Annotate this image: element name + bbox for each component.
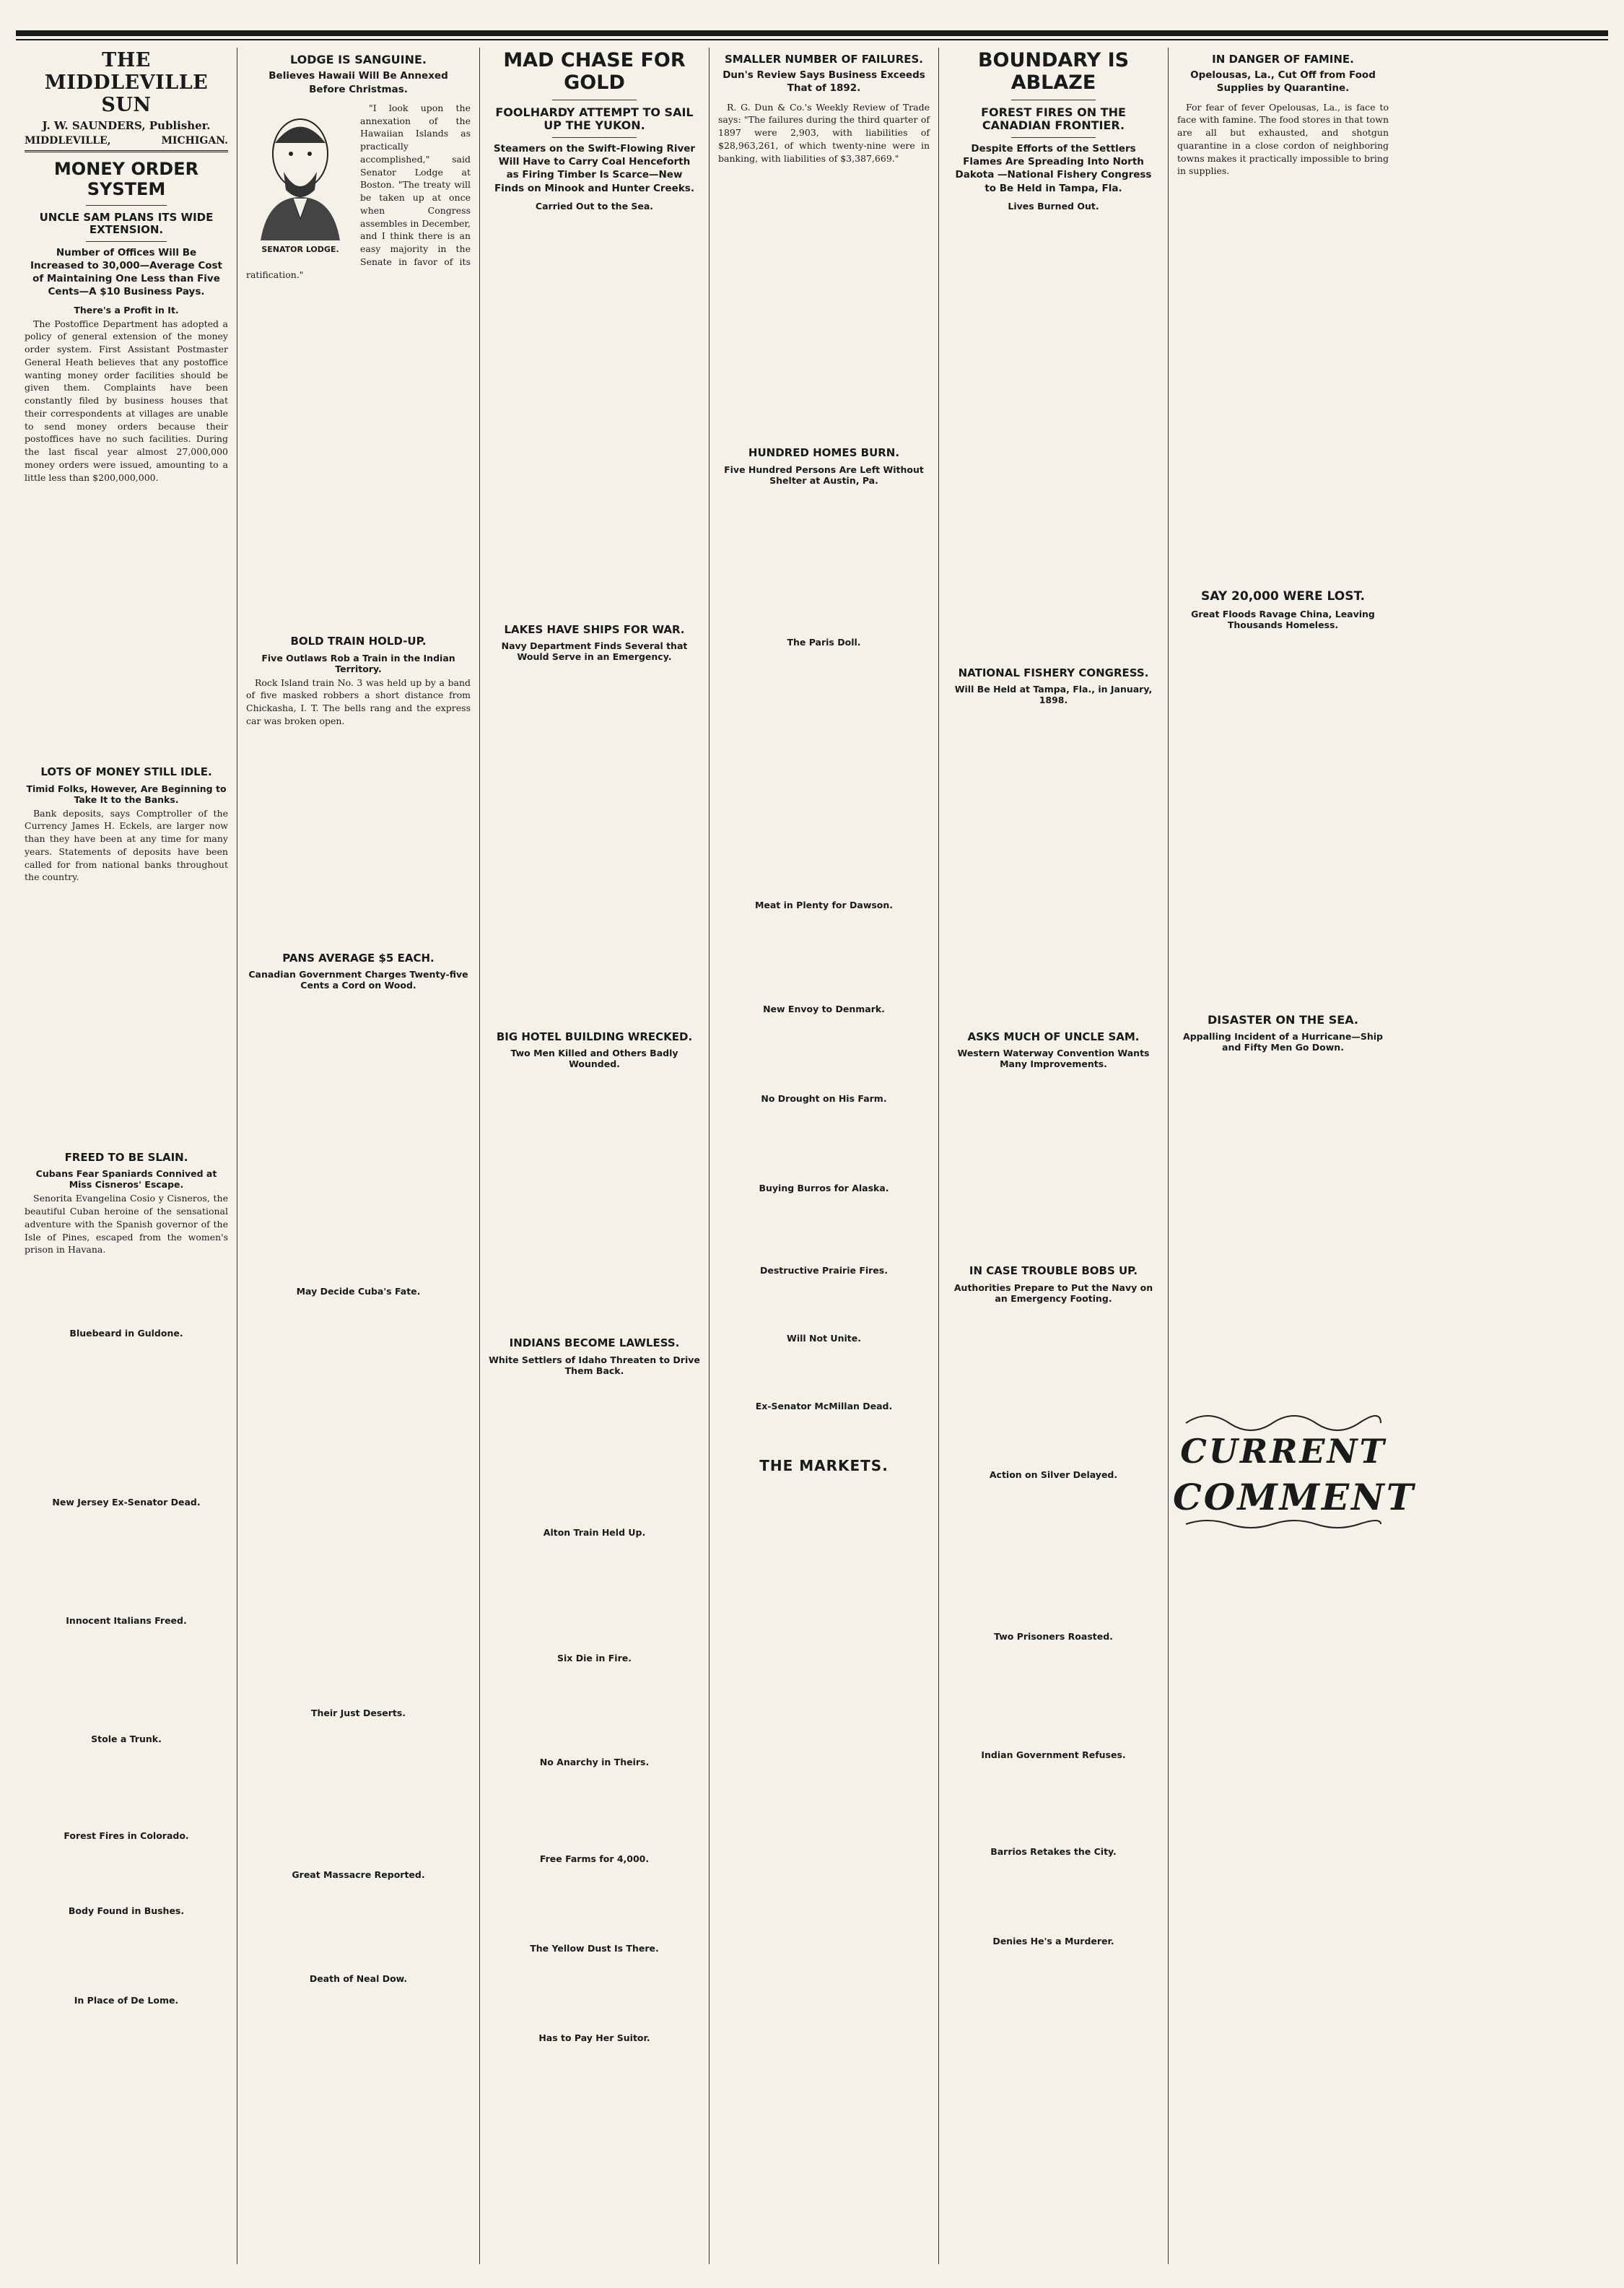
article-body-filler bbox=[489, 664, 700, 1025]
subhead-silver: Action on Silver Delayed. bbox=[989, 1469, 1118, 1480]
subhead-anarchy: No Anarchy in Theirs. bbox=[539, 1756, 650, 1767]
headline-money-order: MONEY ORDER SYSTEM bbox=[53, 159, 199, 199]
headline-indians: INDIANS BECOME LAWLESS. bbox=[509, 1336, 680, 1350]
masthead-dateline bbox=[25, 135, 228, 152]
deck-pans: Canadian Government Charges Twenty-five Cents a Cord on Wood. bbox=[248, 968, 468, 991]
article-body-filler bbox=[25, 1843, 228, 1901]
top-rule bbox=[16, 30, 1608, 36]
portrait-engraving bbox=[246, 103, 354, 240]
subhead-forest-fires: Forest Fires in Colorado. bbox=[64, 1830, 189, 1842]
article-body-filler bbox=[718, 1017, 930, 1089]
column-4 bbox=[709, 48, 938, 2264]
deck-train-holdup: Five Outlaws Rob a Train in the Indian Territory. bbox=[261, 652, 455, 674]
article-body-filler bbox=[948, 1306, 1159, 1465]
subhead-dawson: Meat in Plenty for Dawson. bbox=[754, 899, 894, 910]
subhead-yukon: FOOLHARDY ATTEMPT TO SAIL UP THE YUKON. bbox=[495, 105, 694, 133]
article-body-filler bbox=[1177, 1539, 1389, 1943]
article-paragraph: Rock Island train No. 3 was held up by a band of five masked robbers a short distance from Chickasha, I. T. The bells rang and the express car was broken open. bbox=[246, 677, 471, 726]
article-body-filler bbox=[246, 730, 471, 947]
divider bbox=[86, 241, 167, 242]
subhead-prisoners: Two Prisoners Roasted. bbox=[994, 1630, 1113, 1642]
subhead-indian-govt: Indian Government Refuses. bbox=[981, 1749, 1126, 1760]
article-body-filler bbox=[489, 1770, 700, 1849]
article-body-filler bbox=[489, 1666, 700, 1752]
deck-lodge: Believes Hawaii Will Be Annexed Before Christmas. bbox=[269, 70, 448, 95]
subhead-drought: No Drought on His Farm. bbox=[761, 1092, 887, 1104]
masthead-title: THE MIDDLEVILLE SUN bbox=[44, 49, 209, 116]
article-body-filler bbox=[25, 1918, 228, 1991]
article-body-filler bbox=[718, 650, 930, 895]
subhead-murderer: Denies He's a Murderer. bbox=[992, 1935, 1114, 1946]
subhead-trunk: Stole a Trunk. bbox=[91, 1734, 162, 1745]
masthead-publisher: J. W. SAUNDERS, Publisher. bbox=[42, 119, 211, 132]
subhead-de-lome: In Place of De Lome. bbox=[74, 1995, 179, 2006]
article-body-filler bbox=[25, 1747, 228, 1826]
article-body-filler bbox=[948, 214, 1159, 661]
deck-lakes-ships: Navy Department Finds Several that Would Serve in an Emergency. bbox=[501, 640, 688, 662]
subhead-forest-fires: FOREST FIRES ON THE CANADIAN FRONTIER. bbox=[981, 105, 1126, 133]
deck-gold: Steamers on the Swift-Flowing River Will Have to Carry Coal Henceforth as Firing Timber Is Scarce—New Finds on Minook and Hunter Creeks. bbox=[493, 142, 696, 194]
subhead-carried-out: Carried Out to the Sea. bbox=[535, 200, 654, 212]
subhead-profit: There's a Profit in It. bbox=[74, 304, 179, 316]
divider bbox=[1011, 137, 1096, 138]
subhead-six-die: Six Die in Fire. bbox=[557, 1652, 632, 1663]
headline-famine: IN DANGER OF FAMINE. bbox=[1212, 53, 1354, 66]
article-body-filler bbox=[718, 1278, 930, 1328]
headline-freed: FREED TO BE SLAIN. bbox=[64, 1151, 188, 1165]
headline-uncle-sam: ASKS MUCH OF UNCLE SAM. bbox=[967, 1030, 1140, 1043]
subhead-italians: Innocent Italians Freed. bbox=[66, 1615, 187, 1627]
top-rule-thin bbox=[16, 39, 1608, 40]
headline-lakes-ships: LAKES HAVE SHIPS FOR WAR. bbox=[504, 622, 685, 636]
headline-disaster-sea: DISASTER ON THE SEA. bbox=[1208, 1012, 1358, 1027]
deck-homes-burn: Five Hundred Persons Are Left Without Shelter at Austin, Pa. bbox=[724, 464, 924, 486]
article-body-filler bbox=[948, 1762, 1159, 1842]
subhead-neal-dow: Death of Neal Dow. bbox=[309, 1972, 408, 1984]
column-5 bbox=[938, 48, 1168, 2264]
article-body-filler bbox=[25, 886, 228, 1146]
article-body-filler bbox=[25, 486, 228, 760]
deck-money-order: Number of Offices Will Be Increased to 30,000—Average Cost of Maintaining One Less than Five Cents—A $10 Business Pays. bbox=[30, 246, 223, 298]
article-paragraph: The Postoffice Department has adopted a policy of general extension of the money order system. First Assistant Postmaster General Heath believes that any postoffice wanting money order facilities should be given them. Complaints have been constantly filed by business houses that their correspondents at villages are unable to send money orders because their postoffices have no such facilities. During the last fiscal year almost 27,000,000 money orders were issued, amounting to a little less than $200,000,000. bbox=[25, 318, 228, 483]
article-body-filler bbox=[489, 214, 700, 618]
subhead-will-not-unite: Will Not Unite. bbox=[787, 1332, 861, 1344]
headline-homes-burn: HUNDRED HOMES BURN. bbox=[748, 446, 900, 460]
current-comment-banner bbox=[1172, 1409, 1415, 1531]
subhead-free-farms: Free Farms for 4,000. bbox=[539, 1853, 650, 1864]
article-body-filler bbox=[718, 913, 930, 999]
subhead-massacre: Great Massacre Reported. bbox=[292, 1869, 425, 1880]
newspaper-page bbox=[16, 20, 1608, 2273]
subhead-yellow-dust: The Yellow Dust Is There. bbox=[530, 1942, 659, 1954]
article-body-filler bbox=[246, 1721, 471, 1865]
article-body-filler bbox=[948, 1071, 1159, 1259]
article-body-filler bbox=[489, 1866, 700, 1939]
subhead-ex-senator: New Jersey Ex-Senator Dead. bbox=[52, 1497, 201, 1508]
subhead-lives-burned: Lives Burned Out. bbox=[1008, 200, 1099, 212]
columns bbox=[16, 48, 1608, 2264]
current-comment-ornament bbox=[1172, 1409, 1415, 1531]
comment-word: COMMENT bbox=[1172, 1476, 1415, 1519]
subhead-deserts: Their Just Deserts. bbox=[310, 1707, 406, 1718]
column-3 bbox=[479, 48, 709, 2264]
senator-lodge-portrait bbox=[246, 103, 354, 254]
deck-disaster-sea: Appalling Incident of a Hurricane—Ship and Fifty Men Go Down. bbox=[1183, 1031, 1383, 1053]
deck-freed: Cubans Fear Spaniards Connived at Miss Cisneros' Escape. bbox=[35, 1168, 217, 1191]
headline-20000-lost: SAY 20,000 WERE LOST. bbox=[1201, 589, 1365, 604]
subhead-burros: Buying Burros for Alaska. bbox=[759, 1182, 889, 1193]
article-body-filler bbox=[1177, 180, 1389, 584]
article-body-filler bbox=[718, 1106, 930, 1178]
headline-failures: SMALLER NUMBER OF FAILURES. bbox=[724, 53, 924, 66]
current-word: CURRENT bbox=[1179, 1432, 1387, 1471]
portrait-caption: SENATOR LODGE. bbox=[261, 244, 339, 254]
article-body-filler bbox=[489, 1071, 700, 1331]
headline-gold: MAD CHASE FOR GOLD bbox=[503, 49, 686, 95]
article-body-filler bbox=[718, 1414, 930, 1450]
article-body-filler bbox=[948, 1859, 1159, 1931]
headline-pans: PANS AVERAGE $5 EACH. bbox=[282, 951, 435, 965]
subhead-prairie-fires: Destructive Prairie Fires. bbox=[760, 1264, 888, 1276]
article-body-filler bbox=[25, 1258, 228, 1323]
article-body-filler bbox=[718, 167, 930, 441]
article-body-filler bbox=[948, 1482, 1159, 1627]
subhead-body-found: Body Found in Bushes. bbox=[68, 1905, 185, 1917]
subhead-envoy: New Envoy to Denmark. bbox=[763, 1003, 885, 1014]
article-body-filler bbox=[489, 1378, 700, 1523]
headline-trouble: IN CASE TROUBLE BOBS UP. bbox=[969, 1264, 1138, 1278]
article-paragraph: Senorita Evangelina Cosio y Cisneros, the beautiful Cuban heroine of the sensational adventure with the Spanish governor of the Isle of Pines, escaped from the women's prison in Havana. bbox=[25, 1193, 228, 1256]
article-body-filler bbox=[1177, 1055, 1389, 1401]
article-body-filler bbox=[948, 1644, 1159, 1745]
article-paragraph: R. G. Dun & Co.'s Weekly Review of Trade says: "The failures during the third quarter of 1897 were 2,903, with liabilities of $28,963,261, of which twenty-nine were in banking, with liabilities of $3,387,669." bbox=[718, 101, 930, 164]
subhead-cuba: May Decide Cuba's Fate. bbox=[296, 1285, 421, 1297]
deck-20000-lost: Great Floods Ravage China, Leaving Thousands Homeless. bbox=[1191, 608, 1375, 630]
article-paragraph: "I look upon the annexation of the Hawaiian Islands as practically accomplished," said Senator Lodge at Boston. "The treaty will be taken up at once when Congress assembles in December, and I think there is an easy majority in the Senate in favor of its ratification." bbox=[246, 102, 471, 280]
deck-uncle-sam: Western Waterway Convention Wants Many Improvements. bbox=[957, 1048, 1150, 1070]
markets-heading: THE MARKETS. bbox=[759, 1456, 889, 1474]
headline-boundary: BOUNDARY IS ABLAZE bbox=[977, 49, 1130, 95]
subhead-bluebeard: Bluebeard in Guldone. bbox=[69, 1328, 183, 1339]
headline-lodge: LODGE IS SANGUINE. bbox=[290, 53, 427, 66]
subhead-suitor: Has to Pay Her Suitor. bbox=[538, 2032, 650, 2043]
article-body-filler bbox=[25, 1628, 228, 1729]
deck-boundary: Despite Efforts of the Settlers Flames Are Spreading Into North Dakota —National Fishery Congress to Be Held in Tampa, Fla. bbox=[955, 142, 1152, 194]
deck-failures: Dun's Review Says Business Exceeds That of 1892. bbox=[722, 69, 925, 95]
headline-fishery: NATIONAL FISHERY CONGRESS. bbox=[958, 666, 1149, 679]
subhead-barrios: Barrios Retakes the City. bbox=[990, 1845, 1117, 1857]
headline-train-holdup: BOLD TRAIN HOLD-UP. bbox=[290, 635, 427, 648]
subhead-money-order: UNCLE SAM PLANS ITS WIDE EXTENSION. bbox=[39, 211, 214, 237]
deck-indians: White Settlers of Idaho Threaten to Drive Them Back. bbox=[489, 1354, 700, 1376]
article-body-filler bbox=[489, 1956, 700, 2028]
article-body-filler bbox=[246, 1299, 471, 1703]
article-body-filler bbox=[948, 708, 1159, 1025]
deck-fishery: Will Be Held at Tampa, Fla., in January, 1898. bbox=[954, 684, 1153, 705]
deck-famine: Opelousas, La., Cut Off from Food Supplies by Quarantine. bbox=[1190, 69, 1376, 95]
article-body-filler bbox=[489, 1540, 700, 1648]
headline-hotel: BIG HOTEL BUILDING WRECKED. bbox=[496, 1030, 693, 1043]
deck-money-idle: Timid Folks, However, Are Beginning to Take It to the Banks. bbox=[26, 783, 227, 805]
masthead-city: MIDDLEVILLE, bbox=[25, 135, 111, 147]
article-body-filler bbox=[1177, 632, 1389, 1008]
subhead-alton: Alton Train Held Up. bbox=[543, 1526, 646, 1538]
masthead-state: MICHIGAN. bbox=[161, 135, 228, 147]
column-6 bbox=[1168, 48, 1415, 2264]
article-body-filler bbox=[718, 1346, 930, 1396]
headline-money-idle: LOTS OF MONEY STILL IDLE. bbox=[40, 765, 212, 779]
column-1 bbox=[16, 48, 237, 2264]
article-paragraph: Bank deposits, says Comptroller of the Currency James H. Eckels, are larger now than they have been at any time for many years. Statements of deposits have been called for from national banks throughout the country. bbox=[25, 807, 228, 883]
subhead-mcmillan: Ex-Senator McMillan Dead. bbox=[755, 1400, 893, 1411]
article-paragraph: For fear of fever Opelousas, La., is face to face with famine. The food stores in that town are all but exhausted, and shotgun quarantine in a close cordon of neighboring towns makes it practically impossible to bring in supplies. bbox=[1177, 101, 1389, 177]
divider bbox=[86, 205, 167, 206]
deck-hotel: Two Men Killed and Others Badly Wounded. bbox=[510, 1048, 678, 1070]
article-body-filler bbox=[246, 283, 471, 630]
divider bbox=[552, 137, 637, 138]
article-body-filler bbox=[246, 1882, 471, 1969]
article-body-filler bbox=[25, 1510, 228, 1611]
subhead-paris-doll: The Paris Doll. bbox=[787, 636, 861, 648]
deck-trouble: Authorities Prepare to Put the Navy on an Emergency Footing. bbox=[953, 1282, 1153, 1304]
article-body-filler bbox=[718, 488, 930, 632]
column-2 bbox=[237, 48, 479, 2264]
article-body-filler bbox=[246, 993, 471, 1282]
article-body-filler bbox=[25, 1341, 228, 1492]
article-body-filler bbox=[718, 1196, 930, 1261]
